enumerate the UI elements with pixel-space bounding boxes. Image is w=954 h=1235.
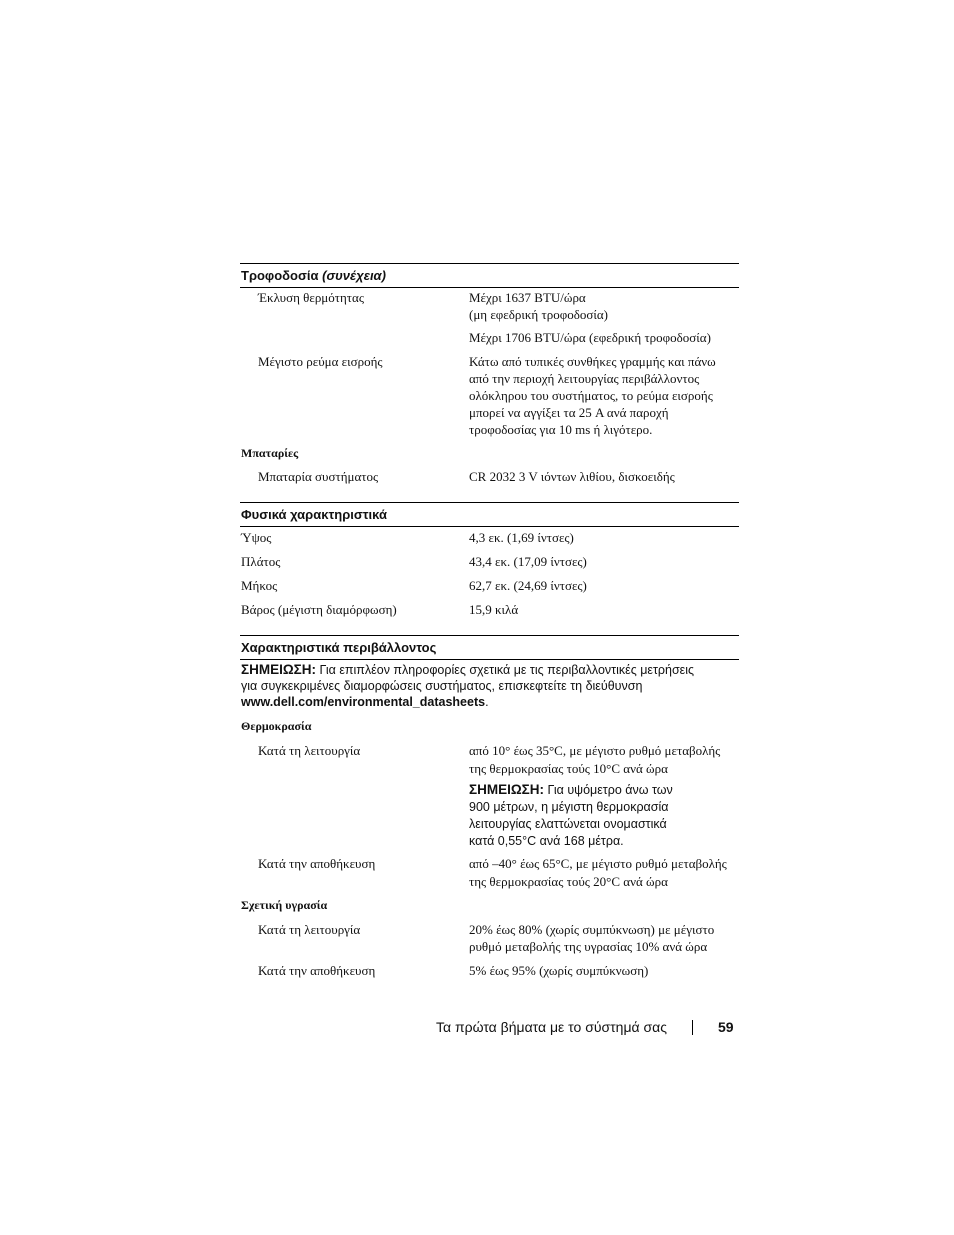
- humidity-operating-line2: ρυθμό μεταβολής της υγρασίας 10% ανά ώρα: [469, 939, 708, 954]
- width-label: Πλάτος: [241, 554, 281, 569]
- note-label: ΣΗΜΕΙΩΣΗ:: [241, 662, 317, 677]
- inrush-current-label: Μέγιστο ρεύμα εισροής: [258, 354, 383, 369]
- temperature-subheading: Θερμοκρασία: [241, 719, 312, 733]
- inrush-current-line2: από την περιοχή λειτουργίας περιβάλλοντος: [469, 371, 700, 386]
- note-end: .: [485, 695, 489, 709]
- humidity-subheading: Σχετική υγρασία: [241, 898, 328, 912]
- inrush-current-line5: τροφοδοσίας για 10 ms ή λιγότερο.: [469, 422, 653, 437]
- temperature-note: [469, 781, 749, 850]
- physical-section-heading: Φυσικά χαρακτηριστικά: [240, 502, 739, 527]
- power-heading-text: Τροφοδοσία: [241, 268, 319, 283]
- inrush-current-line3: ολόκληρου του συστήματος, το ρεύμα εισροής: [469, 388, 713, 403]
- depth-label: Μήκος: [241, 578, 278, 593]
- heat-dissipation-label: Έκλυση θερμότητας: [258, 290, 364, 305]
- temp-note-line3: λειτουργίας ελαττώνεται ονομαστικά: [469, 817, 667, 831]
- environment-note: [241, 662, 741, 710]
- humidity-operating-line1: 20% έως 80% (χωρίς συμπύκνωση) με μέγιστο: [469, 922, 715, 937]
- height-value: 4,3 εκ. (1,69 ίντσες): [469, 530, 574, 545]
- weight-value: 15,9 κιλά: [469, 602, 519, 617]
- inrush-current-line4: μπορεί να αγγίξει τα 25 A ανά παροχή: [469, 405, 669, 420]
- heat-dissipation-value-line1: Μέχρι 1637 BTU/ώρα: [469, 290, 586, 305]
- temp-operating-line1: από 10° έως 35°C, με μέγιστο ρυθμό μεταβολής: [469, 743, 721, 758]
- inrush-current-line1: Κάτω από τυπικές συνθήκες γραμμής και πάνω: [469, 354, 716, 369]
- temp-storage-label: Κατά την αποθήκευση: [258, 856, 376, 871]
- heat-dissipation-value-redundant: Μέχρι 1706 BTU/ώρα (εφεδρική τροφοδοσία): [469, 330, 711, 345]
- temp-note-line1: Για υψόμετρο άνω των: [544, 783, 673, 797]
- humidity-operating-label: Κατά τη λειτουργία: [258, 922, 361, 937]
- temp-note-label: ΣΗΜΕΙΩΣΗ:: [469, 782, 545, 797]
- page-number: 59: [718, 1019, 734, 1035]
- heat-dissipation-value-line2: (μη εφεδρική τροφοδοσία): [469, 307, 608, 322]
- temp-note-line2: 900 μέτρων, η μέγιστη θερμοκρασία: [469, 800, 669, 814]
- humidity-storage-label: Κατά την αποθήκευση: [258, 963, 376, 978]
- temp-operating-line2: της θερμοκρασίας τούς 10°C ανά ώρα: [469, 761, 668, 776]
- width-value: 43,4 εκ. (17,09 ίντσες): [469, 554, 587, 569]
- humidity-storage-value: 5% έως 95% (χωρίς συμπύκνωση): [469, 963, 649, 978]
- note-text-line1: Για επιπλέον πληροφορίες σχετικά με τις περιβαλλοντικές μετρήσεις: [316, 663, 695, 677]
- depth-value: 62,7 εκ. (24,69 ίντσες): [469, 578, 587, 593]
- power-heading-cont: (συνέχεια): [322, 268, 386, 283]
- note-text-line2: για συγκεκριμένες διαμορφώσεις συστήματος, επισκεφτείτε τη διεύθυνση: [241, 679, 643, 693]
- system-battery-value: CR 2032 3 V ιόντων λιθίου, δισκοειδής: [469, 469, 675, 484]
- environment-section-heading: Χαρακτηριστικά περιβάλλοντος: [240, 635, 739, 660]
- footer-title: Τα πρώτα βήματα με το σύστημά σας: [436, 1019, 667, 1035]
- temp-storage-line1: από –40° έως 65°C, με μέγιστο ρυθμό μεταβολής: [469, 856, 727, 871]
- batteries-subheading: Μπαταρίες: [241, 446, 299, 460]
- system-battery-label: Μπαταρία συστήματος: [258, 469, 379, 484]
- environmental-datasheets-link[interactable]: www.dell.com/environmental_datasheets: [241, 695, 486, 709]
- footer-separator: [692, 1020, 693, 1035]
- weight-label: Βάρος (μέγιστη διαμόρφωση): [241, 602, 397, 617]
- temp-operating-label: Κατά τη λειτουργία: [258, 743, 361, 758]
- temp-storage-line2: της θερμοκρασίας τούς 20°C ανά ώρα: [469, 874, 668, 889]
- height-label: Ύψος: [241, 530, 272, 545]
- temp-note-line4: κατά 0,55°C ανά 168 μέτρα.: [469, 834, 624, 848]
- power-section-heading: [240, 263, 739, 288]
